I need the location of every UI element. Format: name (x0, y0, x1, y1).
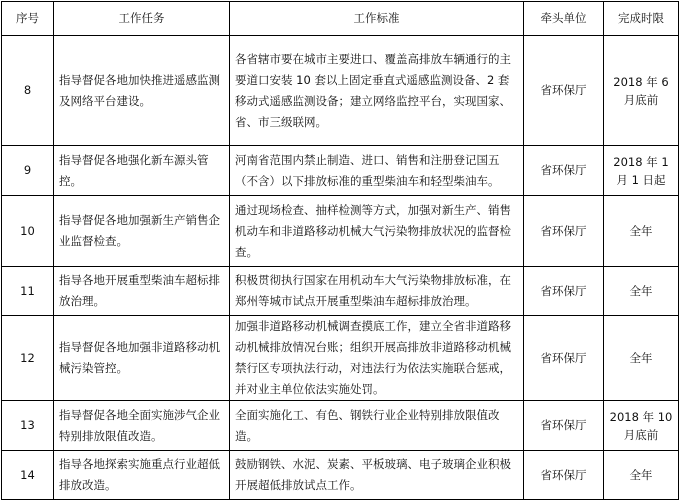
table-row (2, 451, 679, 500)
row-lead: 省环保厅 (524, 267, 604, 316)
row-task: 指导督促各地全面实施涉气企业特别排放限值改造。 (54, 401, 230, 451)
table-row (2, 146, 679, 196)
row-task: 指导各地开展重型柴油车超标排放治理。 (54, 267, 230, 316)
row-deadline: 全年 (604, 316, 679, 401)
row-standard: 全面实施化工、有色、钢铁行业企业特别排放限值改造。 (230, 401, 524, 451)
row-standard: 通过现场检查、抽样检测等方式，加强对新生产、销售机动车和非道路移动机械大气污染物排放状况的监督检查。 (230, 196, 524, 267)
row-lead: 省环保厅 (524, 451, 604, 500)
header-task: 工作任务 (54, 2, 230, 36)
row-deadline: 2018 年 10 月底前 (604, 401, 679, 451)
row-no: 12 (2, 316, 54, 401)
row-task: 指导督促各地加强新生产销售企业监督检查。 (54, 196, 230, 267)
row-no: 14 (2, 451, 54, 500)
header-no: 序号 (2, 2, 54, 36)
row-no: 10 (2, 196, 54, 267)
table-row (2, 196, 679, 267)
row-task: 指导督促各地加快推进遥感监测及网络平台建设。 (54, 36, 230, 146)
row-deadline: 全年 (604, 196, 679, 267)
table-row (2, 401, 679, 451)
row-deadline: 2018 年 6 月底前 (604, 36, 679, 146)
row-task: 指导各地探索实施重点行业超低排放改造。 (54, 451, 230, 500)
row-no: 9 (2, 146, 54, 196)
row-task: 指导督促各地加强非道路移动机械污染管控。 (54, 316, 230, 401)
row-lead: 省环保厅 (524, 196, 604, 267)
row-standard: 加强非道路移动机械调查摸底工作，建立全省非道路移动机械排放情况台账；组织开展高排放非道路移动机械禁行区专项执法行动，对违法行为依法实施联合惩戒，并对业主单位依法实施处罚。 (230, 316, 524, 401)
row-lead: 省环保厅 (524, 316, 604, 401)
row-standard: 河南省范围内禁止制造、进口、销售和注册登记国五（不含）以下排放标准的重型柴油车和轻型柴油车。 (230, 146, 524, 196)
row-lead: 省环保厅 (524, 36, 604, 146)
row-standard: 各省辖市要在城市主要进口、覆盖高排放车辆通行的主要道口安装 10 套以上固定垂直式遥感监测设备、2 套移动式遥感监测设备；建立网络监控平台，实现国家、省、市三级联网。 (230, 36, 524, 146)
row-no: 11 (2, 267, 54, 316)
row-no: 13 (2, 401, 54, 451)
table-row (2, 267, 679, 316)
row-no: 8 (2, 36, 54, 146)
row-deadline: 全年 (604, 267, 679, 316)
header-lead: 牵头单位 (524, 2, 604, 36)
row-lead: 省环保厅 (524, 401, 604, 451)
header-deadline: 完成时限 (604, 2, 679, 36)
row-task: 指导督促各地强化新车源头管控。 (54, 146, 230, 196)
table-row (2, 316, 679, 401)
row-deadline: 全年 (604, 451, 679, 500)
row-lead: 省环保厅 (524, 146, 604, 196)
row-standard: 积极贯彻执行国家在用机动车大气污染物排放标准，在郑州等城市试点开展重型柴油车超标排放治理。 (230, 267, 524, 316)
header-row (2, 2, 679, 36)
header-standard: 工作标准 (230, 2, 524, 36)
row-deadline: 2018 年 1 月 1 日起 (604, 146, 679, 196)
work-task-table (1, 1, 679, 500)
table-row (2, 36, 679, 146)
row-standard: 鼓励钢铁、水泥、炭素、平板玻璃、电子玻璃企业积极开展超低排放试点工作。 (230, 451, 524, 500)
